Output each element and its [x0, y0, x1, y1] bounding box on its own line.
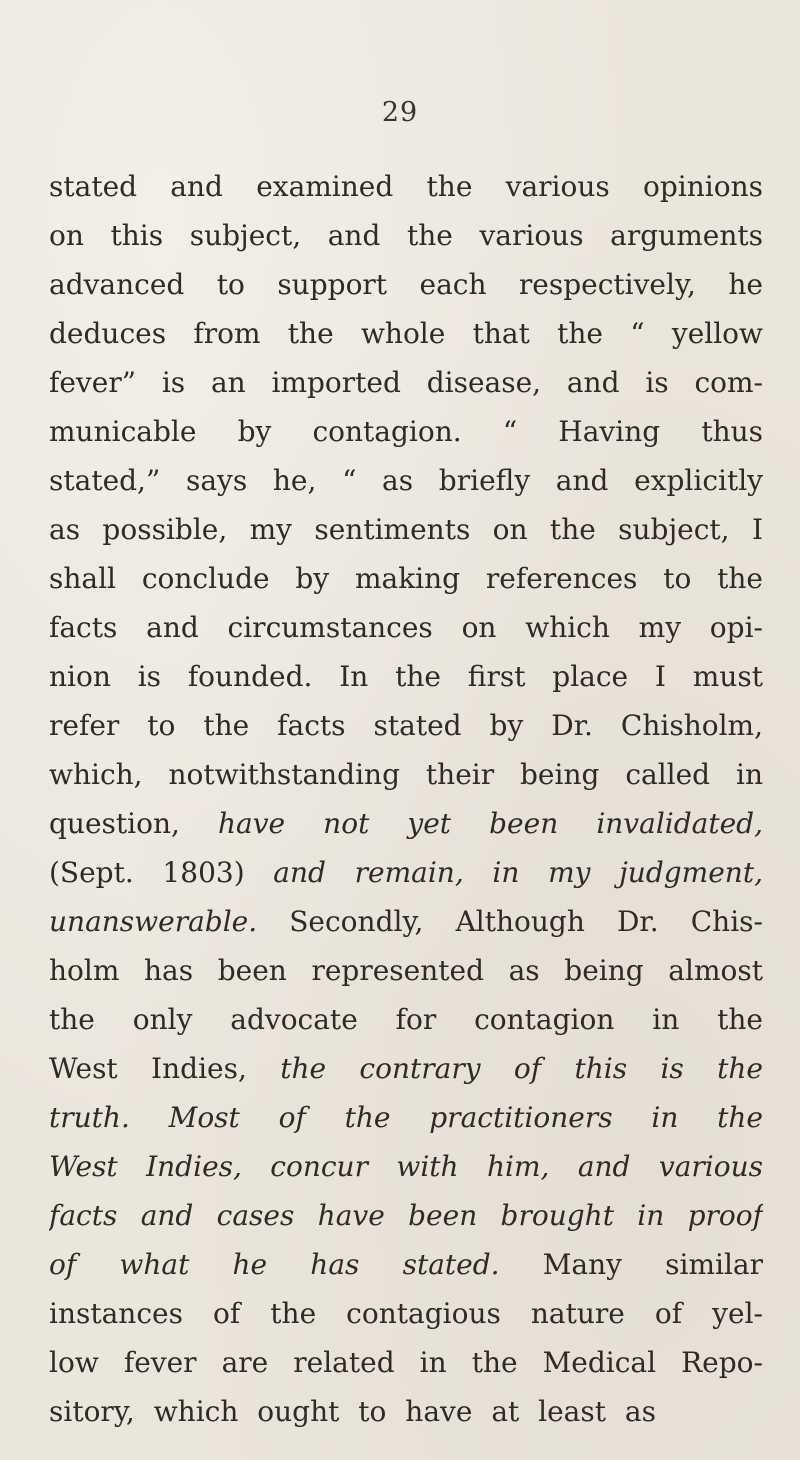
text-line: low fever are related in the Medical Repo- [49, 1346, 763, 1379]
text-line: holm has been represented as being almost [49, 954, 763, 987]
italic-segment: the contrary of this is the [280, 1052, 763, 1085]
italic-segment: and remain, in my judgment, [273, 856, 763, 889]
text-line: nion is founded. In the first place I must [49, 660, 763, 693]
text-line: instances of the contagious nature of yel- [49, 1297, 763, 1330]
text-line [49, 1240, 763, 1289]
italic-segment: unanswerable. [49, 905, 258, 938]
page-number: 29 [381, 97, 419, 128]
text-line: stated,” says he, “ as briefly and explicitly [49, 464, 763, 497]
text-line: West Indies, concur with him, and various [49, 1150, 763, 1183]
body-text [49, 162, 763, 1436]
text-line [49, 897, 763, 946]
text-line: facts and circumstances on which my opi- [49, 611, 763, 644]
text-segment: West Indies, [49, 1052, 281, 1085]
italic-segment: of what he has stated. [49, 1248, 500, 1281]
text-line: municable by contagion. “ Having thus [49, 415, 763, 448]
text-line: stated and examined the various opinions [49, 170, 763, 203]
text-line: facts and cases have been brought in proof [49, 1199, 763, 1232]
text-line [49, 1044, 763, 1093]
text-line: advanced to support each respectively, he [49, 268, 763, 301]
text-line: sitory, which ought to have at least as [49, 1395, 656, 1428]
text-line: shall conclude by making references to the [49, 562, 763, 595]
text-line: the only advocate for contagion in the [49, 1003, 763, 1036]
text-segment: (Sept. 1803) [49, 856, 274, 889]
text-line: deduces from the whole that the “ yellow [49, 317, 763, 350]
text-line: truth. Most of the practitioners in the [49, 1101, 763, 1134]
text-line: which, notwithstanding their being called in [49, 758, 763, 791]
text-segment: Many similar [499, 1248, 763, 1281]
text-line: as possible, my sentiments on the subject, I [49, 513, 763, 546]
text-line: on this subject, and the various arguments [49, 219, 763, 252]
text-line: refer to the facts stated by Dr. Chisholm, [49, 709, 763, 742]
text-segment: question, [49, 807, 218, 840]
text-segment: Secondly, Although Dr. Chis- [257, 905, 763, 938]
text-line [49, 848, 763, 897]
italic-segment: have not yet been invalidated, [217, 807, 763, 840]
text-line [49, 799, 763, 848]
text-line: fever” is an imported disease, and is com- [49, 366, 763, 399]
